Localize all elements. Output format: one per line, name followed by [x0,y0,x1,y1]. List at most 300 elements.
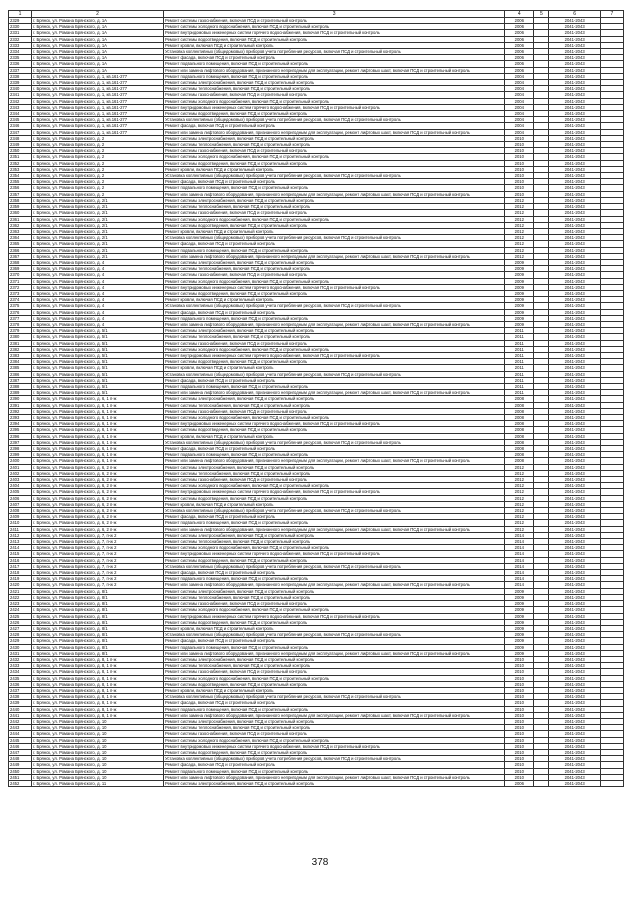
work-type-cell: Установка коллективных (общедомовых) приборов учета потребления ресурсов, включая ПСД и строительный контроль [163,563,504,569]
year-cell: 2010 [505,135,534,141]
address-cell: г. Брянск, ул. Романа Брянского, д. 11 [32,780,164,786]
work-type-cell: Ремонт системы теплоснабжения, включая ПСД и строительный контроль [163,86,504,92]
row-number: 2373 [9,290,32,296]
address-cell: г. Брянск, ул. Романа Брянского, д. 1, кв.161-277 [32,86,164,92]
year-cell: 2012 [505,520,534,526]
work-type-cell: Ремонт фасада, включая ПСД и строительный контроль [163,638,504,644]
year-cell: 2008 [505,408,534,414]
planned-period-cell: 2041-2043 [549,402,600,408]
row-number: 2445 [9,737,32,743]
row-number: 2424 [9,607,32,613]
address-cell: г. Брянск, ул. Романа Брянского, д. 6, 1 п-ж [32,402,164,408]
address-cell: г. Брянск, ул. Романа Брянского, д. 2/1 [32,247,164,253]
address-cell: г. Брянск, ул. Романа Брянского, д. 6, 2 п-ж [32,495,164,501]
row-number: 2431 [9,650,32,656]
planned-period-cell: 2041-2043 [549,49,600,55]
work-type-cell: Ремонт системы электроснабжения, включая ПСД и строительный контроль [163,259,504,265]
planned-period-cell: 2041-2043 [549,663,600,669]
row-number: 2430 [9,644,32,650]
planned-period-cell: 2041-2043 [549,514,600,520]
row-number: 2344 [9,111,32,117]
planned-period-cell: 2041-2043 [549,687,600,693]
address-cell: г. Брянск, ул. Романа Брянского, д. 2 [32,173,164,179]
address-cell: г. Брянск, ул. Романа Брянского, д. 6, 1 п-ж [32,439,164,445]
year-cell: 2011 [505,328,534,334]
year-cell: 2009 [505,588,534,594]
address-cell: г. Брянск, ул. Романа Брянского, д. 2/1 [32,216,164,222]
planned-period-cell: 2041-2043 [549,204,600,210]
row-number: 2378 [9,321,32,327]
address-cell: г. Брянск, ул. Романа Брянского, д. 1, кв.161-277 [32,123,164,129]
year-cell: 2014 [505,539,534,545]
year-cell: 2012 [505,526,534,532]
planned-period-cell: 2041-2043 [549,92,600,98]
row-number: 2351 [9,154,32,160]
year-cell: 2014 [505,570,534,576]
year-cell: 2012 [505,216,534,222]
row-number: 2332 [9,36,32,42]
year-cell: 2006 [505,36,534,42]
address-cell: г. Брянск, ул. Романа Брянского, д. 6, 2 п-ж [32,470,164,476]
year-cell: 2004 [505,92,534,98]
row-number: 2404 [9,483,32,489]
work-type-cell: Установка коллективных (общедомовых) приборов учета потребления ресурсов, включая ПСД и строительный контроль [163,756,504,762]
row-number: 2426 [9,619,32,625]
year-cell: 2009 [505,315,534,321]
row-number: 2374 [9,297,32,303]
address-cell: г. Брянск, ул. Романа Брянского, д. 4 [32,315,164,321]
row-number: 2396 [9,433,32,439]
address-cell: г. Брянск, ул. Романа Брянского, д. 2 [32,179,164,185]
planned-period-cell: 2041-2043 [549,135,600,141]
address-cell: г. Брянск, ул. Романа Брянского, д. 8, 1 п-ж [32,712,164,718]
address-cell: г. Брянск, ул. Романа Брянского, д. 6, 2 п-ж [32,477,164,483]
work-type-cell: Ремонт или замена лифтового оборудования, признанного непригодным для эксплуатации, ремонт лифтовых шахт, включая ПСД и строительный контроль [163,129,504,135]
work-type-cell: Ремонт кровли, включая ПСД и строительный контроль [163,228,504,234]
work-type-cell: Ремонт системы газоснабжения, включая ПСД и строительный контроль [163,669,504,675]
address-cell: г. Брянск, ул. Романа Брянского, д. 10 [32,731,164,737]
table-body [9,11,624,787]
year-cell: 2010 [505,743,534,749]
work-type-cell: Ремонт системы холодного водоснабжения, включая ПСД и строительный контроль [163,675,504,681]
planned-period-cell: 2041-2043 [549,142,600,148]
planned-period-cell: 2041-2043 [549,247,600,253]
year-cell: 2012 [505,477,534,483]
year-cell: 2009 [505,259,534,265]
row-number: 2345 [9,117,32,123]
work-type-cell: Установка коллективных (общедомовых) приборов учета потребления ресурсов, включая ПСД и строительный контроль [163,439,504,445]
planned-period-cell: 2041-2043 [549,532,600,538]
planned-period-cell: 2041-2043 [549,42,600,48]
planned-period-cell: 2041-2043 [549,371,600,377]
address-cell: г. Брянск, ул. Романа Брянского, д. 6, 2 п-ж [32,514,164,520]
year-cell: 2010 [505,669,534,675]
planned-period-cell: 2041-2043 [549,483,600,489]
year-cell: 2009 [505,638,534,644]
year-cell: 2009 [505,594,534,600]
work-type-cell: Ремонт или замена лифтового оборудования, признанного непригодным для эксплуатации, ремонт лифтовых шахт, включая ПСД и строительный контроль [163,390,504,396]
year-cell: 2008 [505,427,534,433]
planned-period-cell: 2041-2043 [549,570,600,576]
work-type-cell: Ремонт внутридомовых инженерных систем горячего водоснабжения, включая ПСД и строительный контроль [163,421,504,427]
year-cell: 2012 [505,501,534,507]
planned-period-cell: 2041-2043 [549,278,600,284]
year-cell: 2012 [505,508,534,514]
planned-period-cell: 2041-2043 [549,650,600,656]
address-cell: г. Брянск, ул. Романа Брянского, д. 8/1 [32,632,164,638]
year-cell: 2010 [505,663,534,669]
address-cell: г. Брянск, ул. Романа Брянского, д. 10 [32,774,164,780]
address-cell: г. Брянск, ул. Романа Брянского, д. 1, кв.161-277 [32,98,164,104]
row-number: 2381 [9,340,32,346]
address-cell: г. Брянск, ул. Романа Брянского, д. 10 [32,725,164,731]
planned-period-cell: 2041-2043 [549,433,600,439]
work-type-cell: Ремонт системы теплоснабжения, включая ПСД и строительный контроль [163,594,504,600]
work-type-cell: Ремонт системы холодного водоснабжения, включая ПСД и строительный контроль [163,483,504,489]
work-type-cell: Ремонт системы электроснабжения, включая ПСД и строительный контроль [163,197,504,203]
work-type-cell: Ремонт внутридомовых инженерных систем горячего водоснабжения, включая ПСД и строительный контроль [163,743,504,749]
address-cell: г. Брянск, ул. Романа Брянского, д. 4 [32,259,164,265]
work-type-cell: Ремонт кровли, включая ПСД и строительный контроль [163,365,504,371]
address-cell: г. Брянск, ул. Романа Брянского, д. 5/1 [32,334,164,340]
row-number: 2412 [9,532,32,538]
row-number: 2338 [9,73,32,79]
address-cell: г. Брянск, ул. Романа Брянского, д. 2/1 [32,253,164,259]
planned-period-cell: 2041-2043 [549,197,600,203]
year-cell: 2010 [505,148,534,154]
row-number: 2448 [9,756,32,762]
year-cell: 2009 [505,632,534,638]
row-number: 2376 [9,309,32,315]
address-cell: г. Брянск, ул. Романа Брянского, д. 4 [32,290,164,296]
year-cell: 2014 [505,582,534,588]
work-type-cell: Ремонт фасада, включая ПСД и строительный контроль [163,241,504,247]
planned-period-cell: 2041-2043 [549,191,600,197]
row-number: 2409 [9,514,32,520]
address-cell: г. Брянск, ул. Романа Брянского, д. 7, п-ж 2 [32,557,164,563]
row-number: 2350 [9,148,32,154]
planned-period-cell: 2041-2043 [549,446,600,452]
work-type-cell: Ремонт системы электроснабжения, включая ПСД и строительный контроль [163,464,504,470]
planned-period-cell: 2041-2043 [549,656,600,662]
work-type-cell: Ремонт системы холодного водоснабжения, включая ПСД и строительный контроль [163,545,504,551]
address-cell: г. Брянск, ул. Романа Брянского, д. 6, 2 п-ж [32,483,164,489]
work-type-cell: Ремонт системы газоснабжения, включая ПСД и строительный контроль [163,408,504,414]
row-number: 2420 [9,582,32,588]
planned-period-cell: 2041-2043 [549,563,600,569]
planned-period-cell: 2041-2043 [549,160,600,166]
work-type-cell: Ремонт системы газоснабжения, включая ПСД и строительный контроль [163,210,504,216]
planned-period-cell: 2041-2043 [549,415,600,421]
work-type-cell: Ремонт внутридомовых инженерных систем горячего водоснабжения, включая ПСД и строительный контроль [163,352,504,358]
year-cell: 2006 [505,24,534,30]
work-type-cell: Ремонт системы электроснабжения, включая ПСД и строительный контроль [163,135,504,141]
year-cell: 2010 [505,694,534,700]
year-cell: 2004 [505,86,534,92]
row-number: 2398 [9,446,32,452]
row-number: 2372 [9,284,32,290]
row-number: 2339 [9,80,32,86]
year-cell: 2006 [505,67,534,73]
planned-period-cell: 2041-2043 [549,489,600,495]
work-type-cell: Ремонт системы холодного водоснабжения, включая ПСД и строительный контроль [163,278,504,284]
planned-period-cell: 2041-2043 [549,681,600,687]
work-type-cell: Ремонт системы теплоснабжения, включая ПСД и строительный контроль [163,402,504,408]
work-type-cell: Ремонт системы водоотведения, включая ПСД и строительный контроль [163,427,504,433]
address-cell: г. Брянск, ул. Романа Брянского, д. 6, 1 п-ж [32,458,164,464]
planned-period-cell: 2041-2043 [549,86,600,92]
year-cell: 2011 [505,359,534,365]
work-type-cell: Ремонт или замена лифтового оборудования, признанного непригодным для эксплуатации, ремонт лифтовых шахт, включая ПСД и строительный контроль [163,253,504,259]
address-cell: г. Брянск, ул. Романа Брянского, д. 2/1 [32,222,164,228]
planned-period-cell: 2041-2043 [549,396,600,402]
row-number: 2384 [9,359,32,365]
address-cell: г. Брянск, ул. Романа Брянского, д. 5/1 [32,359,164,365]
year-cell: 2010 [505,681,534,687]
year-cell: 2008 [505,439,534,445]
work-type-cell: Ремонт фасада, включая ПСД и строительный контроль [163,514,504,520]
address-cell: г. Брянск, ул. Романа Брянского, д. 1, кв.161-277 [32,80,164,86]
column-number-6: 6 [549,11,600,18]
planned-period-cell: 2041-2043 [549,303,600,309]
planned-period-cell: 2041-2043 [549,24,600,30]
planned-period-cell: 2041-2043 [549,718,600,724]
year-cell: 2006 [505,55,534,61]
planned-period-cell: 2041-2043 [549,98,600,104]
work-type-cell: Ремонт внутридомовых инженерных систем горячего водоснабжения, включая ПСД и строительный контроль [163,551,504,557]
planned-period-cell: 2041-2043 [549,439,600,445]
planned-period-cell: 2041-2043 [549,588,600,594]
work-type-cell: Установка коллективных (общедомовых) приборов учета потребления ресурсов, включая ПСД и строительный контроль [163,694,504,700]
row-number: 2342 [9,98,32,104]
year-cell: 2009 [505,601,534,607]
planned-period-cell: 2041-2043 [549,67,600,73]
year-cell: 2014 [505,557,534,563]
work-type-cell: Ремонт системы холодного водоснабжения, включая ПСД и строительный контроль [163,154,504,160]
year-cell: 2010 [505,191,534,197]
address-cell: г. Брянск, ул. Романа Брянского, д. 6, 1 п-ж [32,421,164,427]
work-type-cell: Установка коллективных (общедомовых) приборов учета потребления ресурсов, включая ПСД и строительный контроль [163,371,504,377]
work-type-cell: Ремонт подвального помещения, включая ПСД и строительный контроль [163,644,504,650]
row-number: 2428 [9,632,32,638]
row-number: 2382 [9,346,32,352]
row-number: 2360 [9,210,32,216]
work-type-cell: Ремонт фасада, включая ПСД и строительный контроль [163,309,504,315]
work-type-cell: Ремонт кровли, включая ПСД и строительный контроль [163,42,504,48]
year-cell: 2010 [505,718,534,724]
work-type-cell: Ремонт подвального помещения, включая ПСД и строительный контроль [163,315,504,321]
year-cell: 2012 [505,210,534,216]
work-type-cell: Ремонт фасада, включая ПСД и строительный контроль [163,179,504,185]
planned-period-cell: 2041-2043 [549,129,600,135]
address-cell: г. Брянск, ул. Романа Брянского, д. 2/1 [32,210,164,216]
work-type-cell: Ремонт системы газоснабжения, включая ПСД и строительный контроль [163,272,504,278]
year-cell: 2009 [505,619,534,625]
planned-period-cell: 2041-2043 [549,321,600,327]
planned-period-cell: 2041-2043 [549,613,600,619]
work-type-cell: Ремонт системы газоснабжения, включая ПСД и строительный контроль [163,731,504,737]
work-type-cell: Ремонт или замена лифтового оборудования, признанного непригодным для эксплуатации, ремонт лифтовых шахт, включая ПСД и строительный контроль [163,67,504,73]
address-cell: г. Брянск, ул. Романа Брянского, д. 1, кв.161-277 [32,129,164,135]
row-number: 2423 [9,601,32,607]
row-number: 2366 [9,247,32,253]
row-number: 2389 [9,390,32,396]
address-cell: г. Брянск, ул. Романа Брянского, д. 8/1 [32,613,164,619]
row-number: 2364 [9,235,32,241]
row-number: 2388 [9,383,32,389]
address-cell: г. Брянск, ул. Романа Брянского, д. 6, 2 п-ж [32,520,164,526]
row-number: 2405 [9,489,32,495]
work-type-cell: Ремонт системы электроснабжения, включая ПСД и строительный контроль [163,328,504,334]
planned-period-cell: 2041-2043 [549,272,600,278]
planned-period-cell: 2041-2043 [549,210,600,216]
planned-period-cell: 2041-2043 [549,594,600,600]
year-cell: 2008 [505,402,534,408]
work-type-cell: Ремонт системы электроснабжения, включая ПСД и строительный контроль [163,780,504,786]
planned-period-cell: 2041-2043 [549,501,600,507]
row-number: 2380 [9,334,32,340]
planned-period-cell: 2041-2043 [549,216,600,222]
work-type-cell: Ремонт внутридомовых инженерных систем горячего водоснабжения, включая ПСД и строительный контроль [163,30,504,36]
planned-period-cell: 2041-2043 [549,551,600,557]
row-number: 2358 [9,197,32,203]
row-number: 2333 [9,42,32,48]
address-cell: г. Брянск, ул. Романа Брянского, д. 8, 1 п-ж [32,681,164,687]
planned-period-cell: 2041-2043 [549,383,600,389]
row-number: 2337 [9,67,32,73]
row-number: 2403 [9,477,32,483]
work-type-cell: Ремонт подвального помещения, включая ПСД и строительный контроль [163,61,504,67]
year-cell: 2006 [505,18,534,24]
year-cell: 2010 [505,749,534,755]
work-type-cell: Ремонт системы электроснабжения, включая ПСД и строительный контроль [163,396,504,402]
row-number: 2363 [9,228,32,234]
address-cell: г. Брянск, ул. Романа Брянского, д. 8, 1 п-ж [32,669,164,675]
row-number: 2377 [9,315,32,321]
year-cell: 2012 [505,222,534,228]
year-cell: 2012 [505,228,534,234]
row-number: 2452 [9,780,32,786]
year-cell: 2011 [505,334,534,340]
address-cell: г. Брянск, ул. Романа Брянского, д. 7, п-ж 2 [32,551,164,557]
planned-period-cell: 2041-2043 [549,464,600,470]
row-number: 2392 [9,408,32,414]
address-cell: г. Брянск, ул. Романа Брянского, д. 6, 1 п-ж [32,408,164,414]
work-type-cell: Ремонт подвального помещения, включая ПСД и строительный контроль [163,706,504,712]
row-number: 2387 [9,377,32,383]
address-cell: г. Брянск, ул. Романа Брянского, д. 8/1 [32,601,164,607]
column-number-4: 4 [505,11,534,18]
work-type-cell: Ремонт системы газоснабжения, включая ПСД и строительный контроль [163,477,504,483]
row-number: 2349 [9,142,32,148]
work-type-cell: Установка коллективных (общедомовых) приборов учета потребления ресурсов, включая ПСД и строительный контроль [163,117,504,123]
row-number: 2407 [9,501,32,507]
work-type-cell: Ремонт системы теплоснабжения, включая ПСД и строительный контроль [163,204,504,210]
address-cell: г. Брянск, ул. Романа Брянского, д. 1, кв.161-277 [32,111,164,117]
year-cell: 2009 [505,644,534,650]
work-type-cell: Установка коллективных (общедомовых) приборов учета потребления ресурсов, включая ПСД и строительный контроль [163,303,504,309]
address-cell: г. Брянск, ул. Романа Брянского, д. 6, 2 п-ж [32,501,164,507]
planned-period-cell: 2041-2043 [549,452,600,458]
work-type-cell: Ремонт или замена лифтового оборудования, признанного непригодным для эксплуатации, ремонт лифтовых шахт, включая ПСД и строительный контроль [163,774,504,780]
address-cell: г. Брянск, ул. Романа Брянского, д. 2/1 [32,241,164,247]
row-number: 2368 [9,259,32,265]
address-cell: г. Брянск, ул. Романа Брянского, д. 1А [32,42,164,48]
year-cell: 2004 [505,98,534,104]
row-number: 2411 [9,526,32,532]
planned-period-cell: 2041-2043 [549,743,600,749]
address-cell: г. Брянск, ул. Романа Брянского, д. 2 [32,191,164,197]
row-number: 2436 [9,681,32,687]
address-cell: г. Брянск, ул. Романа Брянского, д. 8, 1 п-ж [32,675,164,681]
year-cell: 2012 [505,489,534,495]
year-cell: 2011 [505,346,534,352]
planned-period-cell: 2041-2043 [549,365,600,371]
row-number: 2340 [9,86,32,92]
year-cell: 2006 [505,49,534,55]
row-number: 2357 [9,191,32,197]
row-number: 2379 [9,328,32,334]
year-cell: 2004 [505,123,534,129]
year-cell: 2010 [505,675,534,681]
planned-period-cell: 2041-2043 [549,222,600,228]
work-type-cell: Ремонт внутридомовых инженерных систем горячего водоснабжения, включая ПСД и строительный контроль [163,489,504,495]
planned-period-cell: 2041-2043 [549,669,600,675]
address-cell: г. Брянск, ул. Романа Брянского, д. 10 [32,756,164,762]
row-number: 2432 [9,656,32,662]
work-type-cell: Ремонт системы теплоснабжения, включая ПСД и строительный контроль [163,663,504,669]
work-type-cell: Ремонт системы водоотведения, включая ПСД и строительный контроль [163,36,504,42]
row-number: 2418 [9,570,32,576]
address-cell: г. Брянск, ул. Романа Брянского, д. 1А [32,36,164,42]
work-type-cell: Ремонт системы газоснабжения, включая ПСД и строительный контроль [163,148,504,154]
table-row [9,780,624,786]
address-cell: г. Брянск, ул. Романа Брянского, д. 6, 2 п-ж [32,508,164,514]
row-number: 2361 [9,216,32,222]
address-cell: г. Брянск, ул. Романа Брянского, д. 10 [32,743,164,749]
year-cell: 2006 [505,30,534,36]
year-cell: 2010 [505,173,534,179]
empty-cell [600,780,623,786]
address-cell: г. Брянск, ул. Романа Брянского, д. 4 [32,303,164,309]
year-cell: 2009 [505,303,534,309]
year-cell: 2010 [505,737,534,743]
work-type-cell: Ремонт системы теплоснабжения, включая ПСД и строительный контроль [163,142,504,148]
year-cell: 2009 [505,309,534,315]
year-cell: 2010 [505,762,534,768]
row-number: 2371 [9,278,32,284]
address-cell: г. Брянск, ул. Романа Брянского, д. 8/1 [32,638,164,644]
work-type-cell: Ремонт системы теплоснабжения, включая ПСД и строительный контроль [163,266,504,272]
row-number: 2442 [9,718,32,724]
work-type-cell: Ремонт системы газоснабжения, включая ПСД и строительный контроль [163,340,504,346]
row-number: 2406 [9,495,32,501]
row-number: 2329 [9,18,32,24]
planned-period-cell: 2041-2043 [549,346,600,352]
year-cell: 2010 [505,142,534,148]
row-number: 2391 [9,402,32,408]
column-number-7: 7 [600,11,623,18]
year-cell: 2011 [505,352,534,358]
address-cell: г. Брянск, ул. Романа Брянского, д. 1А [32,24,164,30]
address-cell: г. Брянск, ул. Романа Брянского, д. 8/1 [32,619,164,625]
planned-period-cell: 2041-2043 [549,290,600,296]
address-cell: г. Брянск, ул. Романа Брянского, д. 1А [32,30,164,36]
planned-period-cell: 2041-2043 [549,576,600,582]
row-number: 2408 [9,508,32,514]
address-cell: г. Брянск, ул. Романа Брянского, д. 8, 1 п-ж [32,700,164,706]
planned-period-cell: 2041-2043 [549,780,600,786]
